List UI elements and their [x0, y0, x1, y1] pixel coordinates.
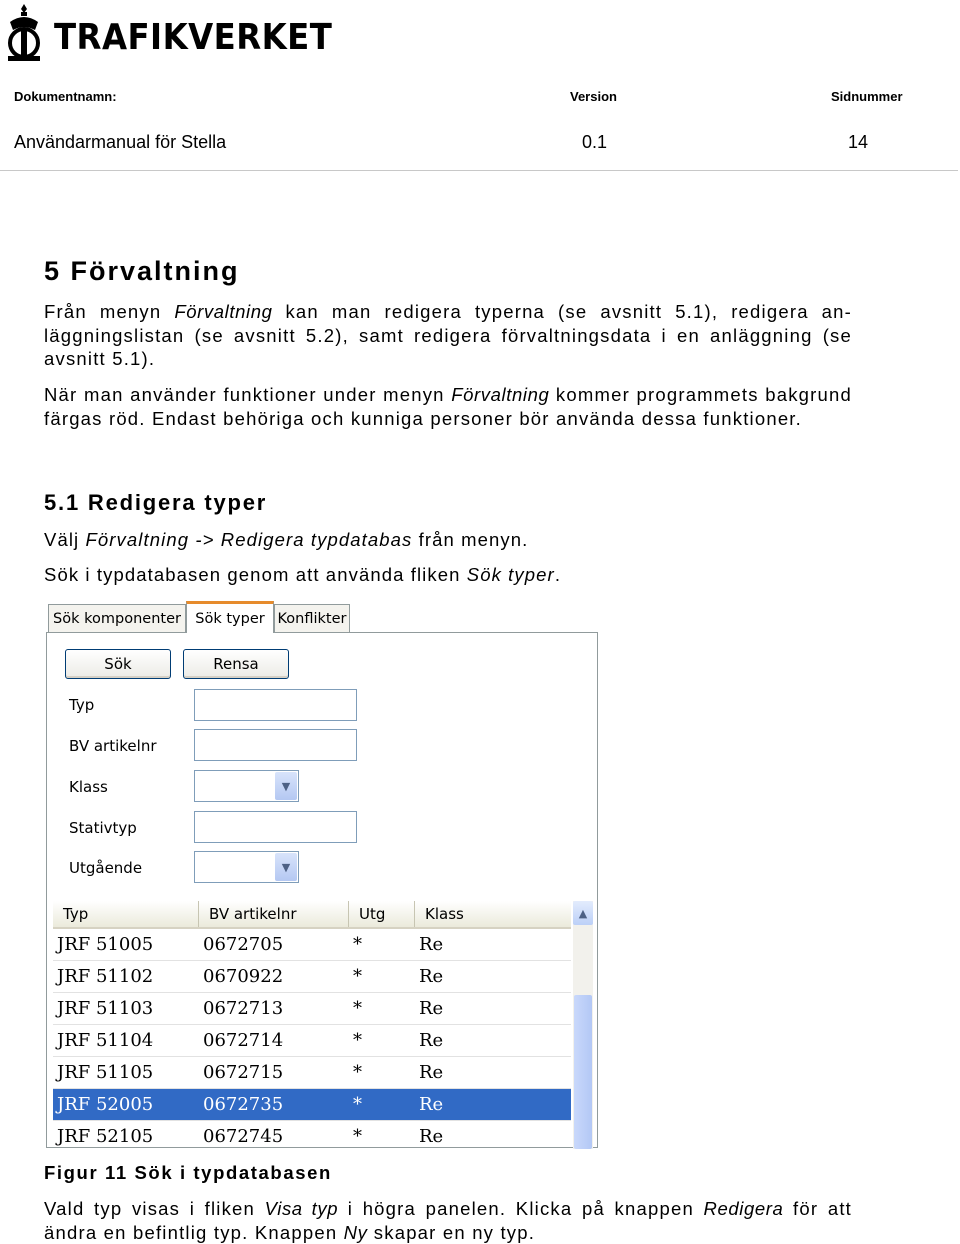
table-row[interactable] [53, 1089, 571, 1121]
cell-bv-artikelnr: 0672705 [203, 934, 284, 955]
cell-typ: JRF 51104 [57, 1030, 154, 1051]
cell-klass: Re [419, 1094, 444, 1115]
cell-bv-artikelnr: 0672745 [203, 1126, 284, 1147]
paragraph-2: När man använder funktioner under menyn Förvaltning kommer programmets bakgrund färgas röd. Endast behöriga och kunniga personer bör använda dessa funktioner. [44, 384, 852, 429]
scroll-up-icon[interactable]: ▲ [573, 901, 593, 925]
search-types-screenshot [44, 604, 600, 1148]
column-header-klass[interactable]: Klass [425, 905, 464, 923]
paragraph-1: Från menyn Förvaltning kan man redigera typerna (se avsnitt 5.1), redigera an-läggningslistan (se avsnitt 5.2), samt redigera förvaltningsdata i en anläggning (se avsnitt 5.1). [44, 301, 853, 369]
typ-input[interactable] [194, 689, 357, 721]
cell-typ: JRF 52105 [57, 1126, 154, 1147]
instruction-line-1: Välj Förvaltning -> Redigera typdatabas från menyn. [44, 529, 529, 550]
table-row[interactable] [53, 1025, 571, 1057]
bv-artikelnr-input[interactable] [194, 729, 357, 761]
klass-select[interactable] [194, 770, 299, 802]
stativtyp-label: Stativtyp [69, 819, 137, 837]
cell-bv-artikelnr: 0672714 [203, 1030, 284, 1051]
cell-bv-artikelnr: 0672715 [203, 1062, 284, 1083]
crown-icon [2, 2, 46, 62]
search-button[interactable]: Sök [65, 649, 171, 679]
logo-text: TRAFIKVERKET [54, 17, 333, 58]
figure-caption: Figur 11 Sök i typdatabasen [44, 1162, 332, 1183]
utgaende-label: Utgående [69, 859, 143, 877]
version: 0.1 [582, 132, 608, 152]
tab-sok-typer[interactable]: Sök typer [186, 601, 274, 633]
version-label: Version [570, 89, 617, 104]
cell-typ: JRF 51103 [57, 998, 154, 1019]
cell-typ: JRF 51102 [57, 966, 154, 987]
cell-klass: Re [419, 934, 444, 955]
klass-label: Klass [69, 778, 108, 796]
vertical-scrollbar[interactable] [573, 901, 593, 1149]
cell-klass: Re [419, 1126, 444, 1147]
cell-utg: * [353, 998, 362, 1019]
cell-typ: JRF 52005 [57, 1094, 154, 1115]
cell-utg: * [353, 1030, 362, 1051]
chevron-down-icon[interactable]: ▼ [275, 853, 297, 881]
stativtyp-input[interactable] [194, 811, 357, 843]
table-row[interactable] [53, 929, 571, 961]
table-row[interactable] [53, 961, 571, 993]
cell-utg: * [353, 1094, 362, 1115]
cell-bv-artikelnr: 0672713 [203, 998, 284, 1019]
column-header-typ[interactable]: Typ [53, 901, 199, 927]
closing-paragraph: Vald typ visas i fliken Visa typ i högra panelen. Klicka på knappen Redigera för att ändra en befintlig typ. Knappen Ny skapar en ny typ. [44, 1198, 852, 1243]
cell-bv-artikelnr: 0672735 [203, 1094, 284, 1115]
cell-bv-artikelnr: 0670922 [203, 966, 284, 987]
cell-utg: * [353, 966, 362, 987]
header-divider [0, 170, 958, 171]
tab-konflikter[interactable]: Konflikter [274, 604, 350, 632]
tab-sok-komponenter[interactable]: Sök komponenter [48, 604, 186, 632]
column-header-bv-artikelnr[interactable]: BV artikelnr [199, 901, 349, 927]
table-row[interactable] [53, 993, 571, 1025]
instruction-line-2: Sök i typdatabasen genom att använda fliken Sök typer. [44, 564, 562, 585]
page-number: 14 [848, 132, 869, 152]
utgaende-select[interactable] [194, 851, 299, 883]
cell-utg: * [353, 1062, 362, 1083]
bv-artikelnr-label: BV artikelnr [69, 737, 157, 755]
clear-button[interactable]: Rensa [183, 649, 289, 679]
chevron-down-icon[interactable]: ▼ [275, 772, 297, 800]
cell-klass: Re [419, 1062, 444, 1083]
scrollbar-thumb[interactable] [574, 995, 592, 1149]
doc-name: Användarmanual för Stella [14, 132, 227, 152]
section-heading: 5 Förvaltning [44, 256, 240, 286]
search-panel [46, 632, 598, 1148]
cell-utg: * [353, 1126, 362, 1147]
cell-klass: Re [419, 998, 444, 1019]
doc-name-label: Dokumentnamn: [14, 89, 117, 104]
cell-utg: * [353, 934, 362, 955]
cell-klass: Re [419, 1030, 444, 1051]
cell-klass: Re [419, 966, 444, 987]
table-header [53, 901, 571, 929]
cell-typ: JRF 51105 [57, 1062, 154, 1083]
typ-label: Typ [69, 696, 95, 714]
page-label: Sidnummer [831, 89, 903, 104]
cell-typ: JRF 51005 [57, 934, 154, 955]
logo [2, 0, 363, 62]
table-row[interactable] [53, 1121, 571, 1149]
table-row[interactable] [53, 1057, 571, 1089]
types-table [53, 901, 593, 1149]
column-header-utg[interactable]: Utg [349, 901, 415, 927]
subsection-heading: 5.1 Redigera typer [44, 490, 268, 515]
